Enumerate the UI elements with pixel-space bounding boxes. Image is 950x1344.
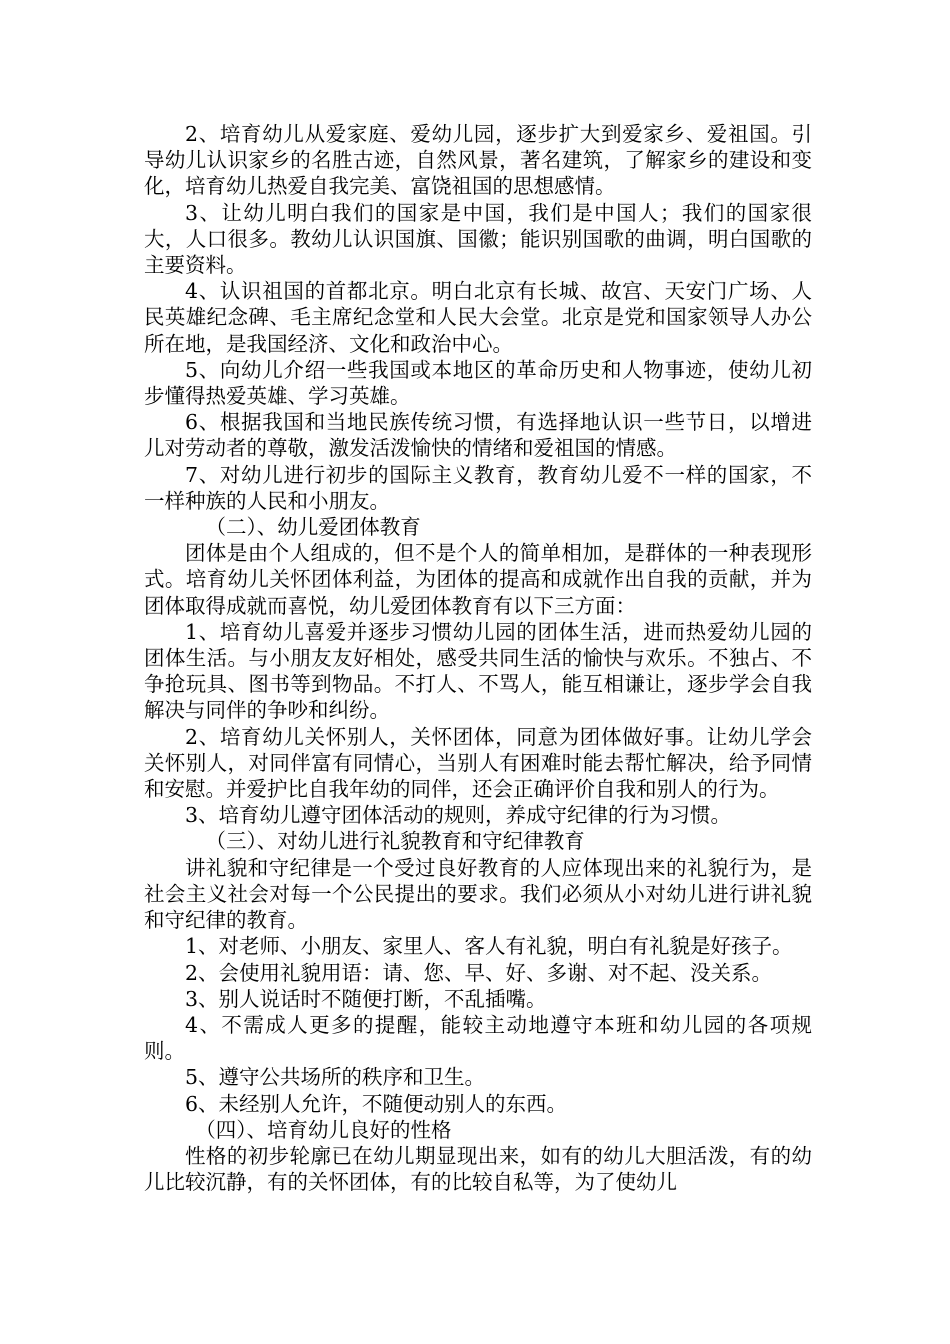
list-item: 6、未经别人允许，不随便动别人的东西。 <box>185 1091 568 1116</box>
document-body <box>144 121 812 1195</box>
list-item: 1、培育幼儿喜爱并逐步习惯幼儿园的团体生活，进而热爱幼儿园的团体生活。与小朋友友好相处，感受共同生活的愉快与欢乐。不独占、不争抢玩具、图书等到物品。不打人、不骂人，能互相谦让，逐步学会自我解决与同伴的争吵和纠纷。 <box>144 619 812 723</box>
section-heading: （二）、幼儿爱团体教育 <box>205 515 421 540</box>
list-item: 3、让幼儿明白我们的国家是中国，我们是中国人；我们的国家很大，人口很多。教幼儿认识国旗、国徽；能识别国歌的曲调，明白国歌的主要资料。 <box>144 200 812 278</box>
list-item: 4、认识祖国的首都北京。明白北京有长城、故宫、天安门广场、人民英雄纪念碑、毛主席纪念堂和人民大会堂。北京是党和国家领导人办公所在地，是我国经济、文化和政治中心。 <box>144 279 812 356</box>
list-item: 5、遵守公共场所的秩序和卫生。 <box>185 1065 486 1090</box>
body-paragraph: 性格的初步轮廓已在幼儿期显现出来，如有的幼儿大胆活泼，有的幼儿比较沉静，有的关怀团体，有的比较自私等，为了使幼儿 <box>144 1143 812 1195</box>
section-heading: （三）、对幼儿进行礼貌教育和守纪律教育 <box>205 829 585 854</box>
body-paragraph: 团体是由个人组成的，但不是个人的简单相加，是群体的一种表现形式。培育幼儿关怀团体利益，为团体的提高和成就作出自我的贡献，并为团体取得成就而喜悦，幼儿爱团体教育有以下三方面： <box>144 541 812 618</box>
section-heading: （四）、培育幼儿良好的性格 <box>195 1117 452 1142</box>
list-item: 5、向幼儿介绍一些我国或本地区的革命历史和人物事迹，使幼儿初步懂得热爱英雄、学习英雄。 <box>144 357 812 409</box>
list-item: 6、根据我国和当地民族传统习惯，有选择地认识一些节日，以增进儿对劳动者的尊敬，激发活泼愉快的情绪和爱祖国的情感。 <box>144 410 812 461</box>
body-paragraph: 讲礼貌和守纪律是一个受过良好教育的人应体现出来的礼貌行为，是社会主义社会对每一个公民提出的要求。我们必须从小对幼儿进行讲礼貌和守纪律的教育。 <box>144 855 812 933</box>
list-item: 2、会使用礼貌用语：请、您、早、好、多谢、对不起、没关系。 <box>185 960 773 985</box>
list-item: 2、培育幼儿从爱家庭、爱幼儿园，逐步扩大到爱家乡、爱祖国。引导幼儿认识家乡的名胜古迹，自然风景，著名建筑，了解家乡的建设和变化，培育幼儿热爱自我完美、富饶祖国的思想感情。 <box>144 122 812 199</box>
list-item: 3、别人说话时不随便打断，不乱插嘴。 <box>185 986 547 1011</box>
list-item: 4、不需成人更多的提醒，能较主动地遵守本班和幼儿园的各项规则。 <box>144 1012 812 1064</box>
list-item: 2、培育幼儿关怀别人，关怀团体，同意为团体做好事。让幼儿学会关怀别人，对同伴富有同情心，当别人有困难时能去帮忙解决，给予同情和安慰。并爱护比自我年幼的同伴，还会正确评价自我和别人的行为。 <box>144 724 812 802</box>
list-item: 1、对老师、小朋友、家里人、客人有礼貌，明白有礼貌是好孩子。 <box>185 934 793 959</box>
list-item: 7、对幼儿进行初步的国际主义教育，教育幼儿爱不一样的国家，不一样种族的人民和小朋友。 <box>144 462 812 513</box>
list-item: 3、培育幼儿遵守团体活动的规则，养成守纪律的行为习惯。 <box>185 803 732 828</box>
